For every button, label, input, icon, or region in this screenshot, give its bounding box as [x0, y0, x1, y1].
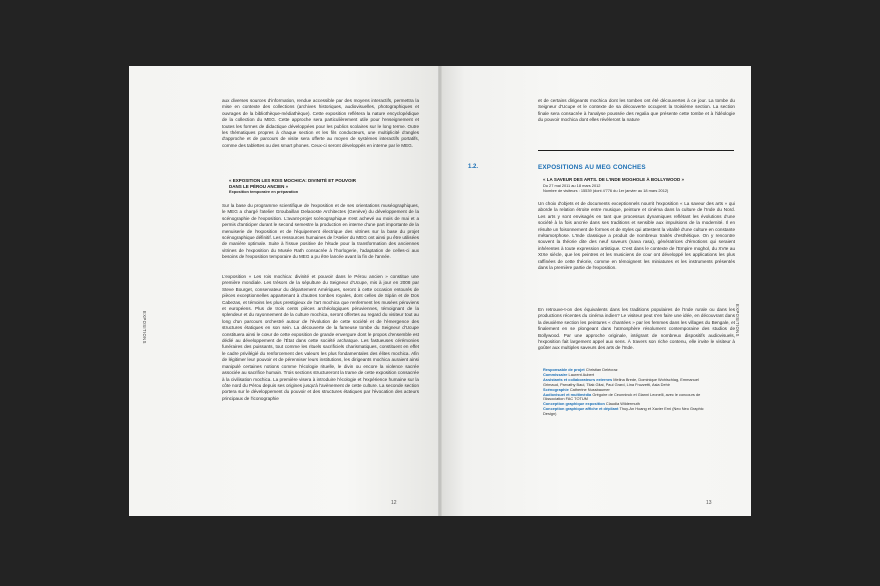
credit-row: Conception graphique exposition Claudia Wildermuth	[543, 401, 640, 407]
right-paragraph-1: Un choix d'objets et de documents exceptionnels nourrit l'exposition « La saveur des arts » qui aborde la relation étroite entre musique, peinture et cinéma dans la culture de l'Inde du Nord. Les arts y sont envisagés en tant que processus dynamiques reflétant les évolutions d'une société à la fois ancrée dans ses traditions et sensible aux impulsions de la modernité. Il en résulte un foisonnement de formes et de styles qui attestent la vitalité d'une culture en constante métamorphose. L'Inde classique a produit de nombreux traités d'esthétique. On y rencontre souvent la théorie dite des neuf saveurs (nava rasa), génératrices d'émotions qui seraient inhérentes à toute expression artistique. C'est dans le contexte de l'Empire moghol, du XVIe au XIXe siècle, que les peintres et les musiciens de cour ont développé les applications les plus raffinées de cette théorie, comme en témoignent les miniatures et les instruments présentés dans la première partie de l'exposition.	[538, 201, 735, 271]
exhibit-heading: « LA SAVEUR DES ARTS. DE L'INDE MOGHOLE À BOLLYWOOD » Du 27 mai 2011 au 18 mars 2012 Nombre de visiteurs : 15539 (dont 4'776 du 1er janvier au 18 mars 2012)	[543, 177, 684, 193]
credit-row: Conception graphique affiche et dépliant Thuy-An Hoang et Xavier Erni (Neo Neo Graphic Design)	[543, 406, 704, 417]
left-exhibit-heading: « EXPOSITION LES ROIS MOCHICA: DIVINITÉ ET POUVOIR DANS LE PÉROU ANCIEN » Exposition temporaire en préparation	[229, 178, 357, 195]
left-intro-paragraph: aux diverses sources d'information, rendue accessible par des moyens interactifs, permettra la mise en contexte des collections (archives historiques, audiovisuelles, photographiques et ouvrages de la bibliothèque-médiathèque). Cette exposition reflètera la nature encyclopédique de la collection du MEG. Cette approche sera particulièrement utile pour l'enseignement et toutes les formes de didactique développées pour les publics scolaires sur le long terme. Outre les thématiques propres à chaque section et les fils conducteurs, une multiplicité d'angles d'approche et de parcours de visite sera offerte au moyen de systèmes interactifs portatifs, comme des tablettes ou des smart phones. Ceux-ci seront développés en interne par le MEG.	[222, 98, 419, 148]
page-number-right: 13	[706, 500, 712, 506]
section-side-label-left: EXPOSITIONS	[142, 311, 147, 344]
credit-row: Scénographie Catherine Nussbaumer	[543, 386, 610, 392]
credit-row: Commissaire Laurent Aubert	[543, 371, 595, 377]
right-page	[440, 66, 751, 516]
right-paragraph-2: En retrouve-t-on des équivalents dans les traditions populaires de l'Inde rurale ou dans les productions récentes du cinéma indien? Le visiteur peut s'en faire une idée, en découvrant dans la deuxième section les peintures « chantées » par les femmes dans les villages du Bengale, et finalement en se plongeant dans l'atmosphère résolument contemporaine des studios de Bollywood. Par une approche originale, intégrant de nombreux dispositifs audiovisuels, l'exposition fait largement appel aux sens. À travers son riche contenu, elle invite le visiteur à goûter aux multiples saveurs des arts de l'Inde.	[538, 307, 735, 351]
credits-list	[543, 368, 713, 417]
page-number-left: 12	[391, 500, 397, 506]
section-divider-rule	[538, 150, 734, 151]
section-side-label-right: EXPOSITIONS	[735, 304, 740, 337]
credit-row: Assistants et collaborateurs externes Melina Brede, Dominique Wohlschlag, Emmanuel Grimaud, Parvathy Baul, Tilak Gitai, Paul Grard, Lina Fruzzetti, Asia Dehir	[543, 376, 699, 387]
left-page	[129, 66, 440, 516]
credit-row: Audiovisuel et multimédia Grégoire de Ceunninck et Gianni Leonelli, avec le concours de l'Association FAC TOTUM	[543, 391, 701, 402]
left-paragraph-2: Sur la base du programme scientifique de l'exposition et de ses orientations muséographiques, le MEG a chargé l'atelier Groubaillan Delaooste Architectes (Genève) du développement de la scénographie de l'exposition. L'avant-projet scénographique s'est achevé au mois de mai et a permis d'anticiper durant le second semestre la production en interne d'une part importante de la menuiserie de l'exposition et de l'équipement électrique des vitrines sur la base du projet scénographique définitif. Les ressources humaines de l'Atelier du MEG ont ainsi pu être utilisées de manière optimale. Suite à l'issue positive de l'étude pour la transformation des anciennes vitrines de l'exposition du Musée Rath consacrée à l'horlogerie, l'adaptation de celles-ci aux besoins de l'exposition temporaire du MEG a pu être lancée avant la fin de l'année.	[222, 203, 419, 260]
book-gutter	[438, 66, 442, 516]
right-top-paragraph: et de certains dirigeants mochica dont les tombes ont été découvertes à ce jour. La tombe du Seigneur d'Ucupe et le contexte de sa découverte occupent la troisième section. La section finale sera consacrée à l'analyse poussée des regalia que présente cette tombe et à l'idéologie du pouvoir mochica dont elles révèleront la nature	[538, 98, 735, 123]
section-number: 1.2.	[468, 164, 479, 170]
credit-row: Responsable de projet Christian Delécraz	[543, 367, 618, 372]
section-title: EXPOSITIONS AU MEG CONCHES	[538, 164, 646, 171]
left-paragraph-3: L'exposition « Les rois mochica: divinité et pouvoir dans le Pérou ancien » constitue une première mondiale. Les trésors de la sépulture du Seigneur d'Ucupe, mis à jour en 2008 par Steve Bourget, conservateur du département Amériques, seront à cette occasion entourés de pièces exceptionnelles appartenant à d'autres tombes royales, dont celles de Sipán et de Dos Cabezas, et témoins les plus prestigieux de l'art mochica que renferment les musées péruviens et européens. Plus de trois cents pièces archéologiques péruviennes, témoignant de la splendeur et du rayonnement de la culture mochica, seront offertes au regard du visiteur tout au long d'un parcours orchestré autour de l'évolution de cette société et de l'émergence des structures étatiques en son sein. La découverte de la fameuse tombe du Seigneur d'Ucupe constituera ainsi le cœur de cette exposition de grande envergure dont le propos d'ensemble est dédié au développement de l'État dans cette société archaïque. Les fastueuses cérémonies funéraires des puissants, tout comme les rituels sacrificiels charismatiques, constituent en effet le cadre privilégié du renforcement des valeurs les plus fondamentales des élites mochica. Afin de légitimer leur pouvoir et de pérenniser leurs institutions, les dirigeants mochica auraient ainsi manipulé certaines notions comme l'écologie rituelle, le divin ou encore la violence sacrée associée au sacrifice humain. Trois sections structureront la trame de cette exposition consacrée à la civilisation mochica. La première visera à introduire l'écologie et l'expérience humaine sur la côte nord du Pérou depuis ses origines jusqu'à l'avènement de cette culture. La seconde section portera sur le développement du pouvoir et des structures étatiques par l'évocation des acteurs principaux de l'iconographie	[222, 274, 419, 401]
